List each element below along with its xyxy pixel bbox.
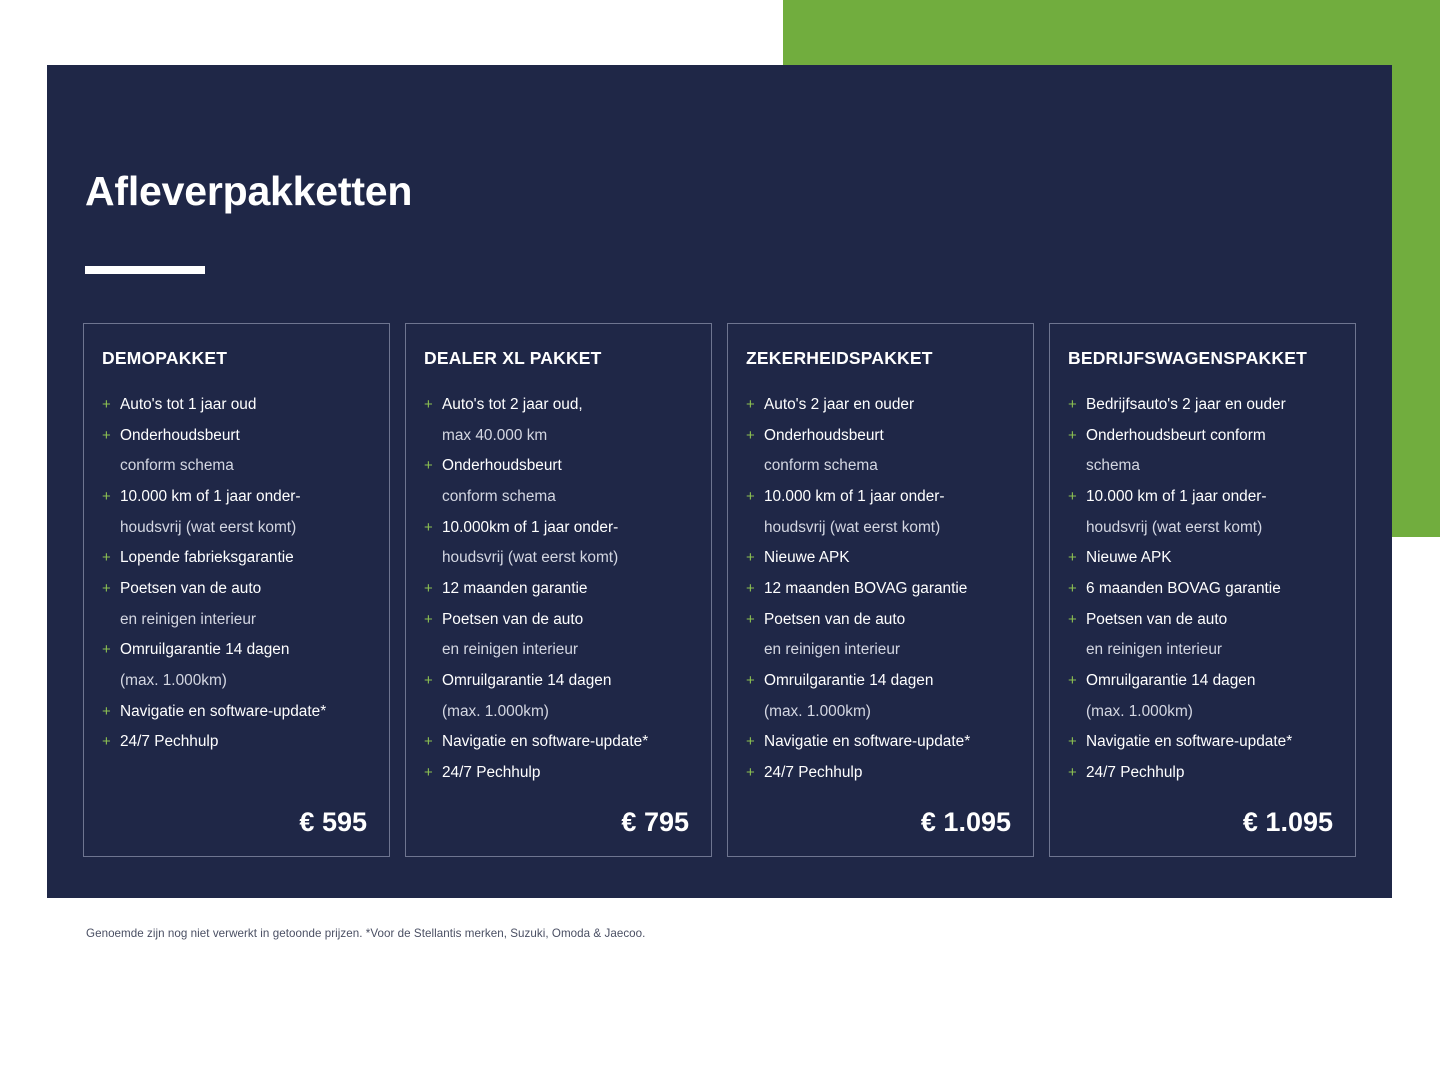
package-price: € 1.095	[920, 806, 1011, 837]
title-underline-rule	[85, 266, 205, 274]
list-item	[102, 666, 369, 697]
feature-text: Auto's tot 2 jaar oud,	[442, 396, 583, 413]
list-item	[1068, 574, 1335, 605]
list-item	[102, 574, 369, 605]
list-item	[1068, 635, 1335, 666]
feature-list	[1068, 390, 1335, 789]
plus-icon: +	[102, 396, 111, 413]
plus-icon: +	[746, 549, 755, 567]
feature-text: houdsvrij (wat eerst komt)	[764, 518, 941, 536]
feature-text: Omruilgarantie 14 dagen	[120, 641, 290, 659]
feature-text: Poetsen van de auto	[120, 579, 262, 597]
plus-icon: +	[1068, 671, 1077, 689]
list-item	[746, 605, 1013, 636]
package-price: € 795	[621, 806, 689, 837]
plus-icon: +	[1068, 733, 1077, 751]
list-item	[1068, 390, 1335, 421]
plus-icon: +	[746, 426, 755, 444]
feature-text: 24/7 Pechhulp	[442, 763, 541, 781]
feature-text: 24/7 Pechhulp	[764, 763, 863, 781]
plus-icon: +	[1068, 487, 1077, 505]
feature-text: 10.000 km of 1 jaar onder-	[764, 487, 945, 505]
list-item	[746, 421, 1013, 452]
list-item	[746, 482, 1013, 513]
package-title: DEMOPAKKET	[102, 348, 228, 368]
list-item	[746, 390, 1013, 421]
list-item	[102, 635, 369, 666]
feature-text: max 40.000 km	[442, 426, 548, 444]
feature-list	[746, 390, 1013, 789]
list-item	[424, 482, 691, 513]
feature-list	[102, 390, 369, 789]
plus-icon: +	[102, 579, 111, 597]
feature-text: Omruilgarantie 14 dagen	[764, 671, 934, 689]
plus-icon: +	[424, 610, 433, 628]
feature-text: (max. 1.000km)	[764, 702, 871, 720]
list-item	[746, 635, 1013, 666]
feature-text: 6 maanden BOVAG garantie	[1086, 579, 1281, 597]
list-item	[102, 421, 369, 452]
feature-text: 10.000 km of 1 jaar onder-	[120, 487, 301, 505]
list-item	[746, 727, 1013, 758]
feature-text: Onderhoudsbeurt	[764, 426, 884, 444]
plus-icon: +	[1068, 549, 1077, 567]
list-item	[746, 513, 1013, 544]
list-item	[424, 543, 691, 574]
feature-text: Navigatie en software-update*	[764, 733, 971, 751]
feature-text: (max. 1.000km)	[120, 671, 227, 689]
list-item	[424, 727, 691, 758]
plus-icon: +	[424, 671, 433, 689]
list-item	[424, 513, 691, 544]
list-item	[1068, 543, 1335, 574]
plus-icon: +	[424, 396, 433, 413]
package-card-bedrijfswagenspakket[interactable]	[1049, 323, 1356, 857]
feature-text: houdsvrij (wat eerst komt)	[442, 549, 619, 567]
feature-text: schema	[1086, 457, 1140, 475]
package-title: ZEKERHEIDSPAKKET	[746, 348, 933, 368]
plus-icon: +	[746, 487, 755, 505]
plus-icon: +	[746, 396, 755, 413]
plus-icon: +	[102, 702, 111, 720]
plus-icon: +	[424, 579, 433, 597]
package-card-demopakket[interactable]	[83, 323, 390, 857]
list-item	[424, 635, 691, 666]
plus-icon: +	[1068, 396, 1077, 413]
package-card-dealer-xl-pakket[interactable]	[405, 323, 712, 857]
list-item	[102, 513, 369, 544]
feature-text: Navigatie en software-update*	[1086, 733, 1293, 751]
package-price: € 1.095	[1242, 806, 1333, 837]
plus-icon: +	[102, 426, 111, 444]
feature-text: en reinigen interieur	[1086, 641, 1223, 659]
feature-text: en reinigen interieur	[764, 641, 901, 659]
feature-text: 24/7 Pechhulp	[1086, 763, 1185, 781]
list-item	[102, 697, 369, 728]
list-item	[746, 451, 1013, 482]
package-card-zekerheidspakket[interactable]	[727, 323, 1034, 857]
feature-text: Bedrijfsauto's 2 jaar en ouder	[1086, 396, 1286, 413]
feature-text: Nieuwe APK	[764, 549, 850, 567]
list-item	[1068, 666, 1335, 697]
list-item	[424, 451, 691, 482]
package-price: € 595	[299, 806, 367, 837]
list-item	[1068, 697, 1335, 728]
list-item	[746, 758, 1013, 789]
feature-text: en reinigen interieur	[442, 641, 579, 659]
feature-text: en reinigen interieur	[120, 610, 257, 628]
plus-icon: +	[424, 763, 433, 781]
list-item	[1068, 451, 1335, 482]
plus-icon: +	[424, 457, 433, 475]
list-item	[746, 543, 1013, 574]
list-item	[102, 390, 369, 421]
feature-text: 12 maanden BOVAG garantie	[764, 579, 968, 597]
feature-text: Poetsen van de auto	[764, 610, 906, 628]
list-item	[1068, 605, 1335, 636]
list-item	[1068, 513, 1335, 544]
list-item	[424, 421, 691, 452]
list-item	[746, 574, 1013, 605]
feature-text: conform schema	[442, 487, 556, 505]
package-title: DEALER XL PAKKET	[424, 348, 602, 368]
plus-icon: +	[746, 733, 755, 751]
list-item	[102, 727, 369, 758]
plus-icon: +	[746, 579, 755, 597]
list-item	[424, 390, 691, 421]
feature-text: conform schema	[764, 457, 878, 475]
list-item	[424, 758, 691, 789]
feature-text: conform schema	[120, 457, 234, 475]
feature-text: Omruilgarantie 14 dagen	[442, 671, 612, 689]
list-item	[1068, 482, 1335, 513]
plus-icon: +	[102, 487, 111, 505]
plus-icon: +	[102, 733, 111, 751]
plus-icon: +	[424, 518, 433, 536]
plus-icon: +	[746, 610, 755, 628]
feature-text: houdsvrij (wat eerst komt)	[120, 518, 297, 536]
feature-text: 10.000 km of 1 jaar onder-	[1086, 487, 1267, 505]
list-item	[1068, 758, 1335, 789]
feature-text: Poetsen van de auto	[442, 610, 584, 628]
feature-text: (max. 1.000km)	[1086, 702, 1193, 720]
list-item	[746, 666, 1013, 697]
list-item	[1068, 727, 1335, 758]
feature-text: (max. 1.000km)	[442, 702, 549, 720]
feature-text: Lopende fabrieksgarantie	[120, 549, 294, 567]
list-item	[102, 451, 369, 482]
feature-text: Onderhoudsbeurt conform	[1086, 426, 1266, 444]
feature-list	[424, 390, 691, 789]
list-item	[102, 543, 369, 574]
feature-text: Auto's tot 1 jaar oud	[120, 396, 257, 413]
feature-text: Onderhoudsbeurt	[120, 426, 240, 444]
list-item	[424, 574, 691, 605]
plus-icon: +	[424, 733, 433, 751]
list-item	[424, 666, 691, 697]
plus-icon: +	[746, 763, 755, 781]
page-title: Afleverpakketten	[85, 168, 413, 214]
feature-text: Navigatie en software-update*	[442, 733, 649, 751]
plus-icon: +	[1068, 579, 1077, 597]
package-card-list	[83, 323, 1360, 857]
feature-text: Nieuwe APK	[1086, 549, 1172, 567]
plus-icon: +	[102, 549, 111, 567]
plus-icon: +	[1068, 763, 1077, 781]
feature-text: Omruilgarantie 14 dagen	[1086, 671, 1256, 689]
list-item	[1068, 421, 1335, 452]
package-title: BEDRIJFSWAGENSPAKKET	[1068, 348, 1307, 368]
footnote-text: Genoemde zijn nog niet verwerkt in getoonde prijzen. *Voor de Stellantis merken, Suzuki, Omoda & Jaecoo.	[86, 927, 646, 940]
feature-text: houdsvrij (wat eerst komt)	[1086, 518, 1263, 536]
list-item	[102, 482, 369, 513]
feature-text: 10.000km of 1 jaar onder-	[442, 518, 619, 536]
list-item	[102, 605, 369, 636]
list-item	[746, 697, 1013, 728]
feature-text: 24/7 Pechhulp	[120, 733, 219, 751]
list-item	[424, 697, 691, 728]
list-item	[424, 605, 691, 636]
plus-icon: +	[1068, 426, 1077, 444]
plus-icon: +	[746, 671, 755, 689]
feature-text: Navigatie en software-update*	[120, 702, 327, 720]
feature-text: Poetsen van de auto	[1086, 610, 1228, 628]
plus-icon: +	[1068, 610, 1077, 628]
plus-icon: +	[102, 641, 111, 659]
feature-text: Onderhoudsbeurt	[442, 457, 562, 475]
feature-text: Auto's 2 jaar en ouder	[764, 396, 915, 413]
feature-text: 12 maanden garantie	[442, 579, 588, 597]
